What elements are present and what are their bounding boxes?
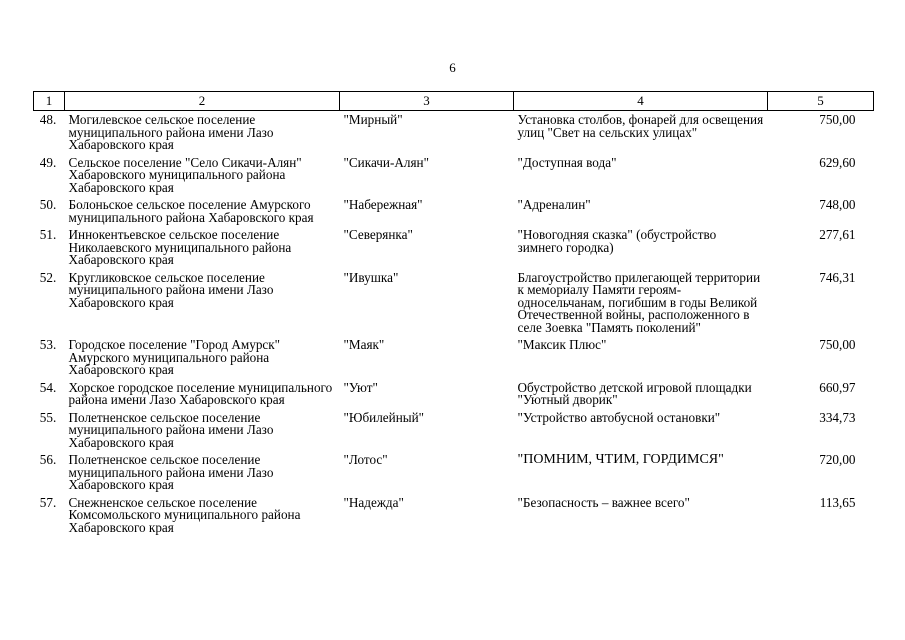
table-row [34, 157, 874, 200]
tos-name: "Ивушка" [343, 269, 399, 285]
tos-name: "Мирный" [343, 112, 403, 127]
settlement-name: Городское поселение "Город Амурск" Амурского муниципального района Хабаровского края [68, 337, 281, 377]
tos-name: "Маяк" [343, 337, 385, 352]
table-row [34, 272, 874, 340]
amount: 660,97 [819, 379, 856, 395]
row-number: 48. [39, 112, 57, 127]
page-number: 6 [449, 60, 456, 75]
settlement-name: Кругликовское сельское поселение муниципального района имени Лазо Хабаровского края [68, 269, 274, 310]
table-row [34, 497, 874, 540]
projects-table [33, 91, 874, 539]
row-number: 54. [39, 379, 57, 395]
settlement-name: Снежненское сельское поселение Комсомольского муниципального района Хабаровского края [68, 494, 301, 535]
project-name: "Адреналин" [517, 197, 591, 212]
amount: 750,00 [819, 112, 856, 127]
table-row [34, 111, 874, 157]
table-header-row [34, 92, 874, 111]
project-name: "Новогодняя сказка" (обустройство зимнего городка) [517, 227, 717, 255]
row-number: 49. [39, 154, 57, 170]
table-row [34, 382, 874, 412]
table-row [34, 339, 874, 382]
header-col-5: 5 [768, 92, 874, 111]
settlement-name: Полетненское сельское поселение муниципального района имени Лазо Хабаровского края [68, 452, 274, 492]
row-number: 50. [39, 197, 57, 212]
row-number: 55. [39, 409, 57, 425]
header-col-1: 1 [34, 92, 65, 111]
amount: 746,31 [819, 269, 856, 285]
tos-name: "Северянка" [343, 227, 413, 242]
amount: 750,00 [819, 337, 856, 352]
project-name: "Максик Плюс" [517, 337, 607, 352]
header-col-4: 4 [514, 92, 768, 111]
amount: 748,00 [819, 197, 856, 212]
project-name: "Доступная вода" [517, 154, 617, 170]
amount: 113,65 [819, 494, 856, 510]
settlement-name: Хорское городское поселение муниципального района имени Лазо Хабаровского края [68, 379, 333, 407]
settlement-name: Иннокентьевское сельское поселение Николаевского муниципального района Хабаровского края [68, 227, 292, 267]
project-name: "Устройство автобусной остановки" [517, 409, 721, 425]
tos-name: "Надежда" [343, 494, 404, 510]
tos-name: "Сикачи-Алян" [343, 154, 429, 170]
amount: 277,61 [819, 227, 856, 242]
amount: 629,60 [819, 154, 856, 170]
tos-name: "Юбилейный" [343, 409, 425, 425]
project-name: Установка столбов, фонарей для освещения улиц "Свет на сельских улицах" [517, 112, 764, 140]
settlement-name: Полетненское сельское поселение муниципального района имени Лазо Хабаровского края [68, 409, 274, 450]
row-number: 52. [39, 269, 57, 285]
header-col-2: 2 [65, 92, 340, 111]
tos-name: "Лотос" [343, 452, 388, 467]
row-number: 56. [39, 452, 57, 467]
settlement-name: Сельское поселение "Село Сикачи-Алян" Хабаровского муниципального района Хабаровского края [68, 154, 302, 195]
table-row [34, 412, 874, 455]
header-col-3: 3 [340, 92, 514, 111]
project-name: Благоустройство прилегающей территории к мемориалу Памяти героям-односельчанам, погибшим в годы Великой Отечественной войны, расположенного в селе Зоевка "Память поколений" [517, 269, 761, 335]
amount: 334,73 [819, 409, 856, 425]
project-name: "ПОМНИМ, ЧТИМ, ГОРДИМСЯ" [517, 452, 724, 467]
row-number: 51. [39, 227, 57, 242]
tos-name: "Уют" [343, 379, 378, 395]
amount: 720,00 [819, 452, 856, 467]
row-number: 57. [39, 494, 57, 510]
settlement-name: Могилевское сельское поселение муниципального района имени Лазо Хабаровского края [68, 112, 274, 152]
tos-name: "Набережная" [343, 197, 423, 212]
settlement-name: Болоньское сельское поселение Амурского муниципального района Хабаровского края [68, 197, 314, 225]
table-row [34, 199, 874, 229]
row-number: 53. [39, 337, 57, 352]
table-row [34, 454, 874, 497]
table-row [34, 229, 874, 272]
project-name: Обустройство детской игровой площадки "Уютный дворик" [517, 379, 752, 407]
project-name: "Безопасность – важнее всего" [517, 494, 690, 510]
